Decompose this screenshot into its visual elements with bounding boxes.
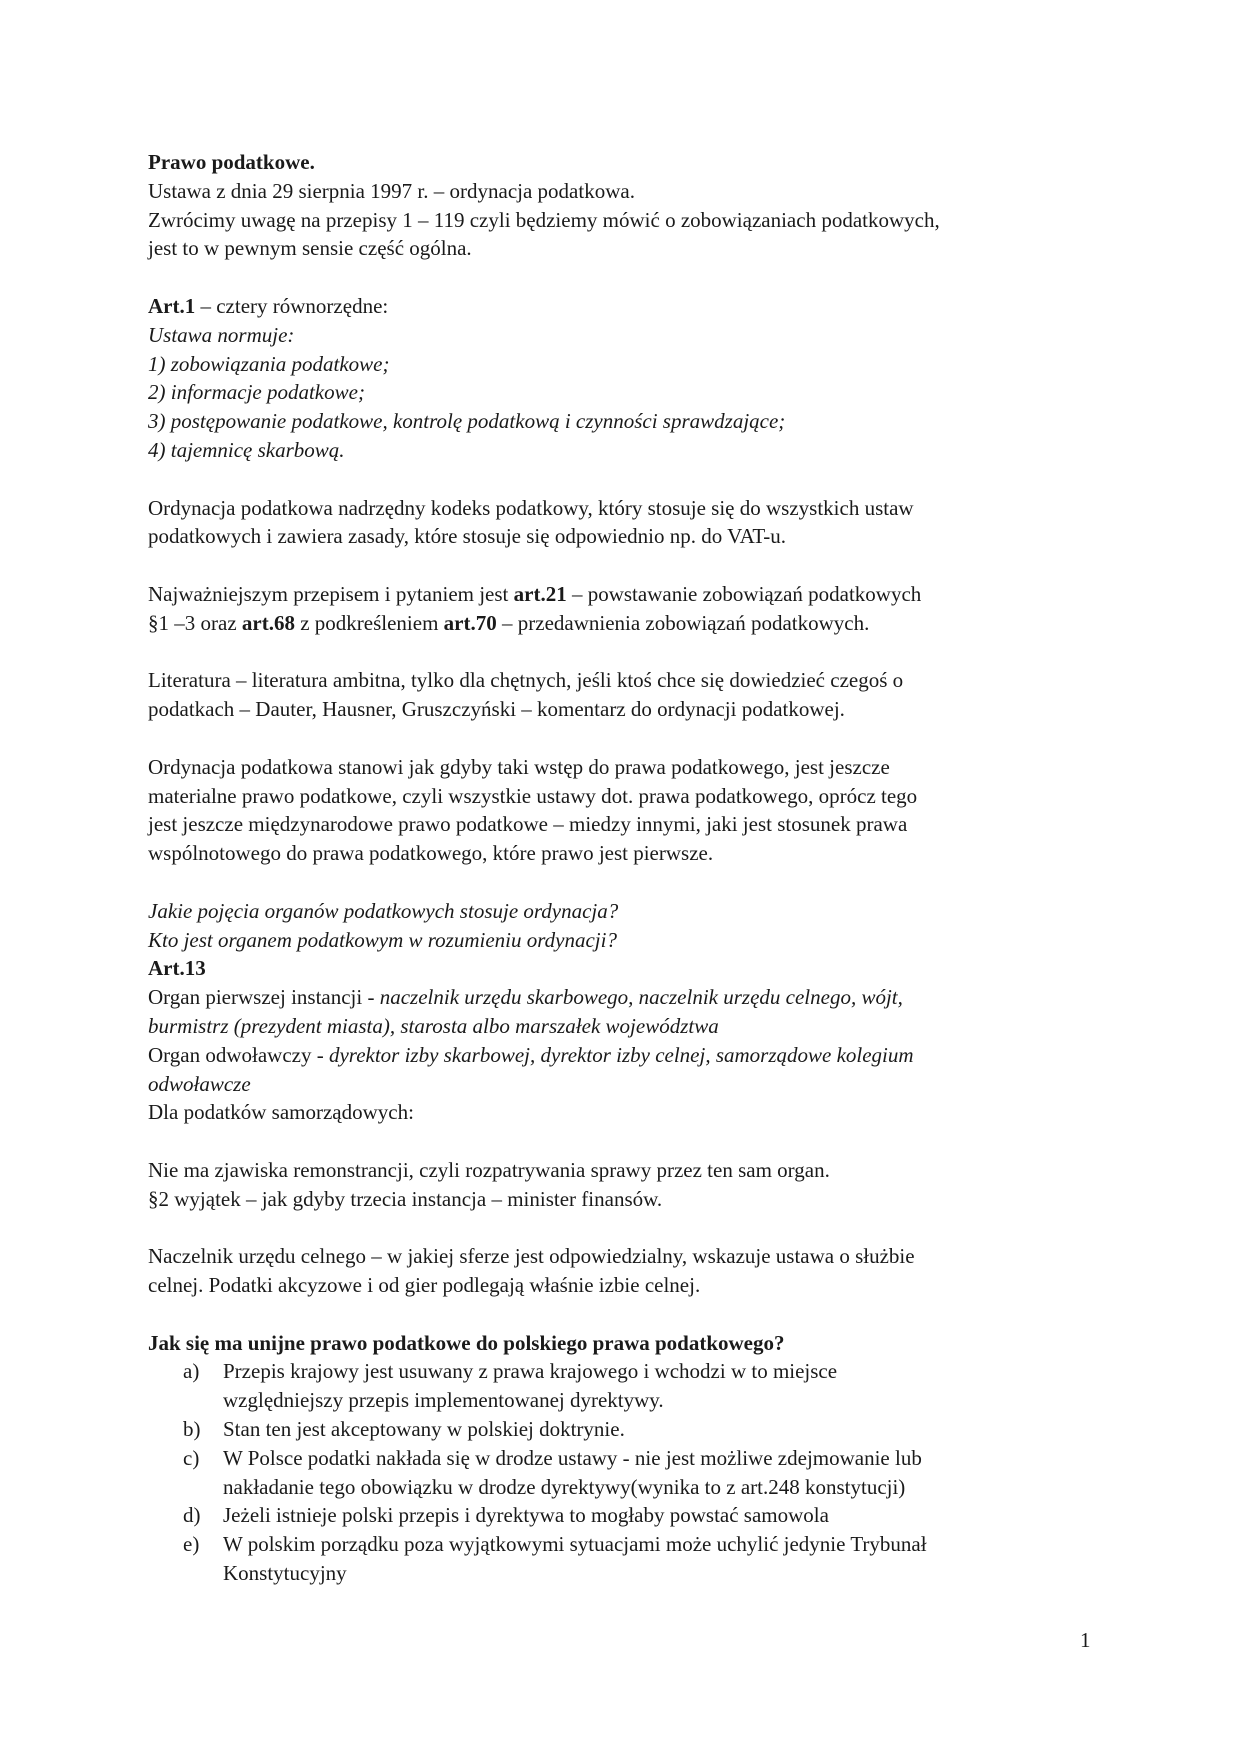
text-run: z podkreśleniem bbox=[294, 610, 444, 635]
organ2-list: dyrektor izby skarbowej, dyrektor izby celnej, samorządowe kolegium bbox=[328, 1042, 914, 1067]
text-run: §1 –3 oraz bbox=[148, 610, 242, 635]
list-item-text: Stan ten jest akceptowany w polskiej doktrynie. bbox=[223, 1417, 625, 1442]
list-marker: c) bbox=[183, 1445, 200, 1470]
art1-heading bbox=[148, 292, 1098, 321]
art1-line: 4) tajemnicę skarbową. bbox=[148, 437, 345, 462]
paragraph-line: Literatura – literatura ambitna, tylko dla chętnych, jeśli ktoś chce się dowiedzieć czegoś o bbox=[148, 668, 904, 693]
art1-line: 1) zobowiązania podatkowe; bbox=[148, 351, 390, 376]
text-run: – przedawnienia zobowiązań podatkowych. bbox=[496, 610, 870, 635]
intro-line: Ustawa z dnia 29 sierpnia 1997 r. – ordynacja podatkowa. bbox=[148, 178, 635, 203]
list-marker: d) bbox=[183, 1503, 201, 1528]
organ1-lead: Organ pierwszej instancji - bbox=[148, 985, 380, 1010]
document-title: Prawo podatkowe. bbox=[148, 150, 315, 174]
art1-line: 3) postępowanie podatkowe, kontrolę podatkową i czynności sprawdzające; bbox=[148, 409, 786, 434]
samorzad-line: Dla podatków samorządowych: bbox=[148, 1100, 414, 1125]
list-item-text: W polskim porządku poza wyjątkowymi sytuacjami może uchylić jedynie Trybunał bbox=[223, 1532, 927, 1557]
intro-line: jest to w pewnym sensie część ogólna. bbox=[148, 236, 472, 261]
list-item bbox=[148, 1357, 1098, 1415]
paragraph-line: materialne prawo podatkowe, czyli wszystkie ustawy dot. prawa podatkowego, oprócz tego bbox=[148, 783, 918, 808]
paragraph-line: podatkowych i zawiera zasady, które stosuje się odpowiednio np. do VAT-u. bbox=[148, 524, 787, 549]
question-line: Kto jest organem podatkowym w rozumieniu ordynacji? bbox=[148, 927, 617, 952]
paragraph-line bbox=[148, 609, 1098, 638]
organ2-line bbox=[148, 1041, 1098, 1070]
list-marker: a) bbox=[183, 1359, 200, 1384]
organ1-line: burmistrz (prezydent miasta), starosta albo marszałek województwa bbox=[148, 1013, 719, 1038]
intro-line: Zwrócimy uwagę na przepisy 1 – 119 czyli będziemy mówić o zobowiązaniach podatkowych, bbox=[148, 207, 940, 232]
lettered-list bbox=[148, 1357, 1098, 1587]
paragraph-line: §2 wyjątek – jak gdyby trzecia instancja – minister finansów. bbox=[148, 1186, 663, 1211]
paragraph-line: jest jeszcze międzynarodowe prawo podatkowe – miedzy innymi, jaki jest stosunek prawa bbox=[148, 812, 908, 837]
list-item-text: względniejszy przepis implementowanej dyrektywy. bbox=[223, 1388, 664, 1413]
page-number: 1 bbox=[1080, 1628, 1091, 1652]
organ2-lead: Organ odwoławczy - bbox=[148, 1042, 329, 1067]
list-item-text: Konstytucyjny bbox=[223, 1561, 347, 1586]
paragraph-line: podatkach – Dauter, Hausner, Gruszczyński – komentarz do ordynacji podatkowej. bbox=[148, 697, 845, 722]
list-item-text: Jeżeli istnieje polski przepis i dyrektywa to mogłaby powstać samowola bbox=[223, 1503, 829, 1528]
list-item bbox=[148, 1415, 1098, 1444]
paragraph-line bbox=[148, 580, 1098, 609]
text-run: – powstawanie zobowiązań podatkowych bbox=[566, 581, 922, 606]
art68-ref: art.68 bbox=[241, 610, 295, 635]
art21-ref: art.21 bbox=[513, 581, 567, 606]
art1-label: Art.1 bbox=[148, 293, 196, 318]
paragraph-line: wspólnotowego do prawa podatkowego, które prawo jest pierwsze. bbox=[148, 841, 714, 866]
text-run: Najważniejszym przepisem i pytaniem jest bbox=[148, 581, 514, 606]
list-item-text: nakładanie tego obowiązku w drodze dyrektywy(wynika to z art.248 konstytucji) bbox=[223, 1474, 906, 1499]
paragraph-line: Ordynacja podatkowa stanowi jak gdyby taki wstęp do prawa podatkowego, jest jeszcze bbox=[148, 754, 890, 779]
list-item-text: Przepis krajowy jest usuwany z prawa krajowego i wchodzi w to miejsce bbox=[223, 1359, 838, 1384]
paragraph-line: Naczelnik urzędu celnego – w jakiej sferze jest odpowiedzialny, wskazuje ustawa o służbie bbox=[148, 1244, 915, 1269]
question-line: Jakie pojęcia organów podatkowych stosuje ordynacja? bbox=[148, 898, 619, 923]
list-item bbox=[148, 1501, 1098, 1530]
list-item bbox=[148, 1530, 1098, 1588]
art13-heading: Art.13 bbox=[148, 956, 206, 981]
list-marker: b) bbox=[183, 1417, 201, 1442]
organ2-line: odwoławcze bbox=[148, 1071, 251, 1096]
art1-rest: – cztery równorzędne: bbox=[195, 293, 389, 318]
organ1-list: naczelnik urzędu skarbowego, naczelnik urzędu celnego, wójt, bbox=[379, 985, 903, 1010]
organ1-line bbox=[148, 983, 1098, 1012]
paragraph-line: Nie ma zjawiska remonstrancji, czyli rozpatrywania sprawy przez ten sam organ. bbox=[148, 1157, 830, 1182]
art70-ref: art.70 bbox=[443, 610, 497, 635]
paragraph-line: celnej. Podatki akcyzowe i od gier podlegają właśnie izbie celnej. bbox=[148, 1273, 701, 1298]
list-item bbox=[148, 1444, 1098, 1502]
section-heading: Jak się ma unijne prawo podatkowe do polskiego prawa podatkowego? bbox=[148, 1330, 785, 1355]
art1-line: Ustawa normuje: bbox=[148, 322, 295, 347]
list-marker: e) bbox=[183, 1532, 200, 1557]
art1-line: 2) informacje podatkowe; bbox=[148, 380, 365, 405]
document-page bbox=[148, 148, 1098, 1588]
paragraph-line: Ordynacja podatkowa nadrzędny kodeks podatkowy, który stosuje się do wszystkich ustaw bbox=[148, 495, 914, 520]
list-item-text: W Polsce podatki nakłada się w drodze ustawy - nie jest możliwe zdejmowanie lub bbox=[223, 1445, 922, 1470]
